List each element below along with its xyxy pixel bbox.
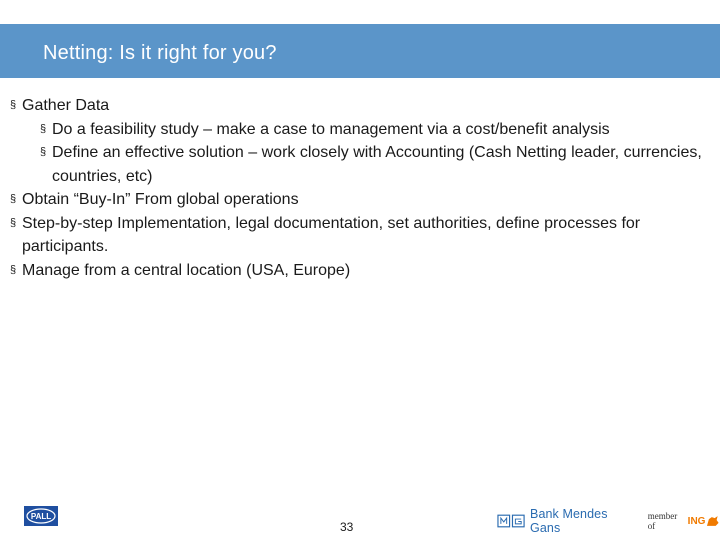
pall-logo-text: PALL	[30, 512, 52, 521]
bullet-item	[10, 118, 710, 142]
bullet-text: Do a feasibility study – make a case to management via a cost/benefit analysis	[52, 120, 610, 138]
bullet-text: Manage from a central location (USA, Europe)	[22, 261, 351, 279]
pall-logo	[24, 506, 58, 526]
slide-title: Netting: Is it right for you?	[43, 42, 277, 64]
bullet-text: Define an effective solution – work closely with Accounting (Cash Netting leader, currencies, countries, etc)	[52, 144, 702, 185]
bullet-marker: §	[10, 263, 17, 276]
bullet-item	[10, 259, 710, 283]
bmg-logo-mark	[497, 513, 526, 529]
bullet-marker: §	[10, 216, 17, 229]
bullet-item	[10, 188, 710, 212]
ing-label: ING	[687, 515, 706, 527]
page-number: 33	[340, 520, 354, 534]
bullet-list	[10, 94, 710, 282]
bullet-text: Obtain “Buy-In” From global operations	[22, 191, 299, 208]
ing-lion-icon	[706, 515, 720, 527]
footer-branding	[497, 507, 720, 535]
bullet-marker: §	[10, 99, 17, 111]
bullet-text: Gather Data	[22, 97, 110, 114]
bullet-item	[10, 141, 710, 188]
member-of-label: member of	[647, 511, 678, 531]
bullet-marker: §	[40, 146, 47, 158]
bullet-marker: §	[40, 122, 47, 135]
bullet-text: Step-by-step Implementation, legal documentation, set authorities, define processes for participants.	[22, 214, 641, 255]
bullet-marker: §	[10, 193, 17, 205]
bank-name: Bank Mendes Gans	[530, 507, 608, 535]
bullet-item	[10, 94, 710, 118]
bullet-item	[10, 212, 710, 259]
